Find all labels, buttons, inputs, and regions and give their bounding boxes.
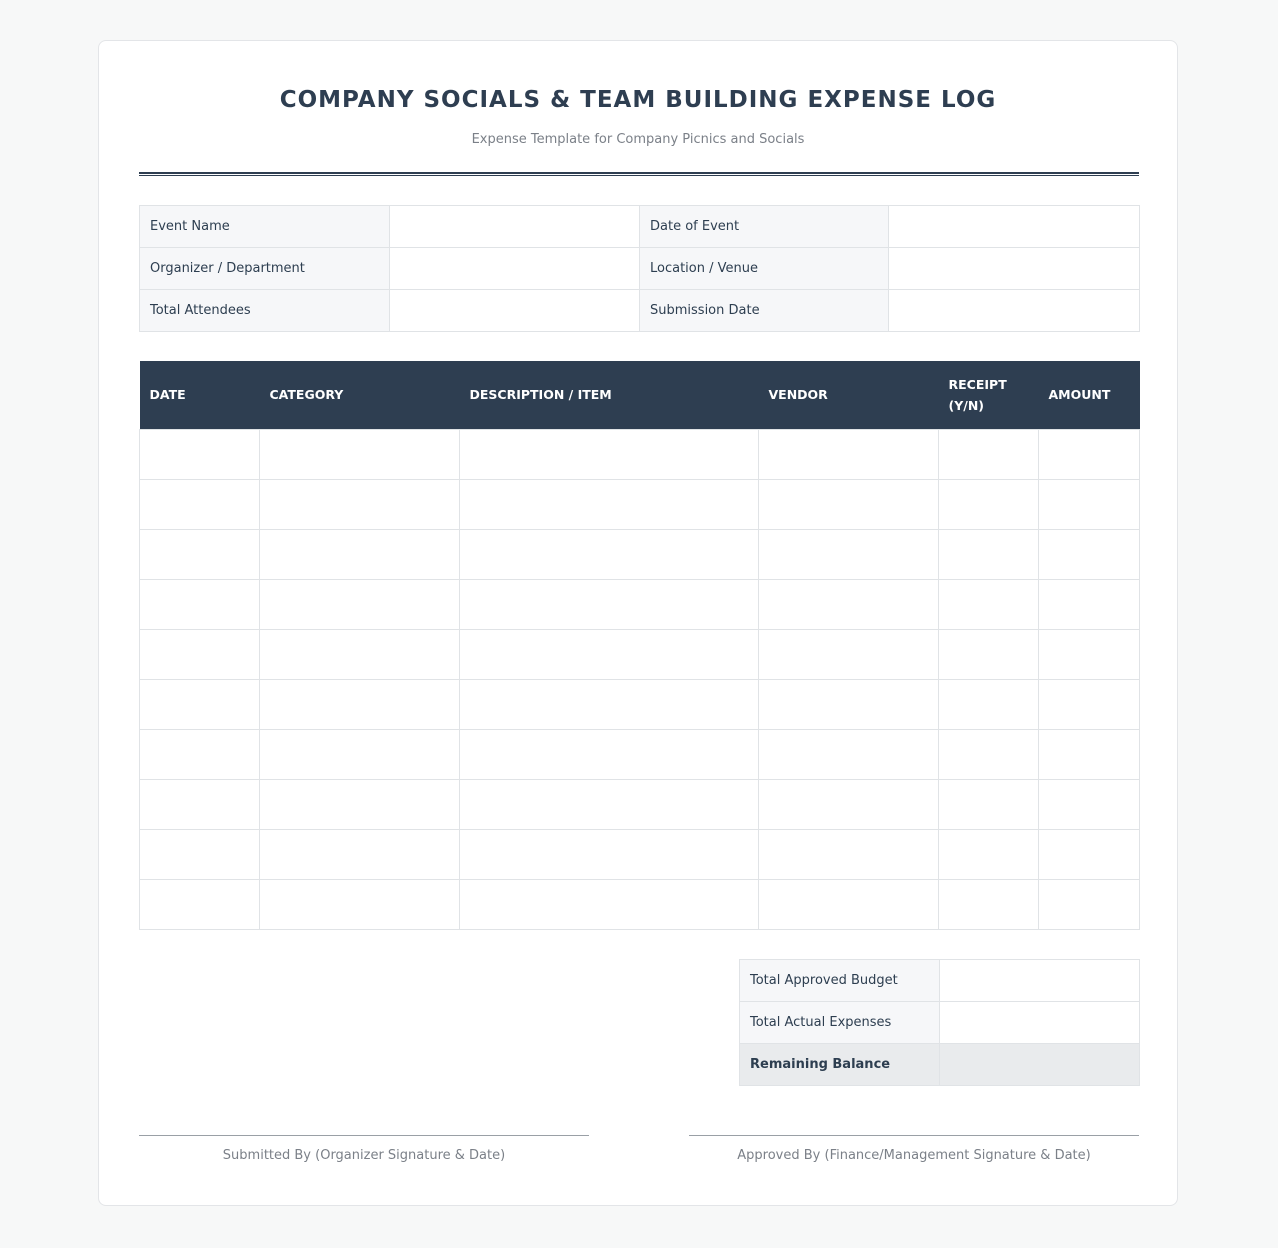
remaining-balance-label: Remaining Balance (740, 1044, 940, 1086)
category-cell[interactable] (260, 779, 460, 829)
total-actual-expenses-label: Total Actual Expenses (740, 1002, 940, 1044)
column-header-category: CATEGORY (260, 361, 460, 429)
receipt-cell[interactable] (939, 479, 1039, 529)
event-info-table (139, 205, 1140, 332)
amount-cell[interactable] (1039, 629, 1140, 679)
vendor-cell[interactable] (759, 679, 939, 729)
submitted-by-signature-line[interactable]: Submitted By (Organizer Signature & Date) (139, 1135, 589, 1163)
date-cell[interactable] (140, 429, 260, 479)
vendor-cell[interactable] (759, 579, 939, 629)
date-cell[interactable] (140, 529, 260, 579)
table-row (140, 529, 1140, 579)
category-cell[interactable] (260, 879, 460, 929)
column-header-description: DESCRIPTION / ITEM (460, 361, 759, 429)
summary-row (740, 1044, 1140, 1086)
receipt-cell[interactable] (939, 729, 1039, 779)
amount-cell[interactable] (1039, 779, 1140, 829)
column-header-vendor: VENDOR (759, 361, 939, 429)
vendor-cell[interactable] (759, 879, 939, 929)
receipt-cell[interactable] (939, 879, 1039, 929)
receipt-cell[interactable] (939, 429, 1039, 479)
event-name-label: Event Name (140, 206, 390, 248)
receipt-cell[interactable] (939, 679, 1039, 729)
column-header-date: DATE (140, 361, 260, 429)
submission-date-label: Submission Date (640, 290, 889, 332)
date-cell[interactable] (140, 829, 260, 879)
amount-cell[interactable] (1039, 529, 1140, 579)
column-header-receipt: RECEIPT (Y/N) (939, 361, 1039, 429)
document-title: COMPANY SOCIALS & TEAM BUILDING EXPENSE LOG (279, 87, 997, 113)
event-name-field[interactable] (390, 206, 640, 248)
summary-row (740, 960, 1140, 1002)
location-venue-label: Location / Venue (640, 248, 889, 290)
date-cell[interactable] (140, 579, 260, 629)
vendor-cell[interactable] (759, 429, 939, 479)
organizer-department-label: Organizer / Department (140, 248, 390, 290)
table-row (140, 429, 1140, 479)
category-cell[interactable] (260, 529, 460, 579)
description-cell[interactable] (460, 779, 759, 829)
vendor-cell[interactable] (759, 629, 939, 679)
expense-table (139, 361, 1140, 930)
amount-cell[interactable] (1039, 579, 1140, 629)
description-cell[interactable] (460, 829, 759, 879)
expense-table-header-row (140, 361, 1140, 429)
category-cell[interactable] (260, 479, 460, 529)
amount-cell[interactable] (1039, 479, 1140, 529)
description-cell[interactable] (460, 879, 759, 929)
receipt-cell[interactable] (939, 629, 1039, 679)
total-actual-expenses-field[interactable] (940, 1002, 1140, 1044)
description-cell[interactable] (460, 529, 759, 579)
vendor-cell[interactable] (759, 779, 939, 829)
event-info-row (140, 206, 1140, 248)
table-row (140, 829, 1140, 879)
event-info-row (140, 248, 1140, 290)
category-cell[interactable] (260, 429, 460, 479)
description-cell[interactable] (460, 479, 759, 529)
description-cell[interactable] (460, 729, 759, 779)
category-cell[interactable] (260, 679, 460, 729)
date-cell[interactable] (140, 479, 260, 529)
expense-log-sheet (98, 40, 1178, 1206)
table-row (140, 779, 1140, 829)
category-cell[interactable] (260, 629, 460, 679)
receipt-cell[interactable] (939, 529, 1039, 579)
amount-cell[interactable] (1039, 829, 1140, 879)
date-cell[interactable] (140, 629, 260, 679)
date-cell[interactable] (140, 879, 260, 929)
category-cell[interactable] (260, 729, 460, 779)
date-of-event-label: Date of Event (640, 206, 889, 248)
date-of-event-field[interactable] (889, 206, 1140, 248)
summary-table (739, 959, 1140, 1086)
amount-cell[interactable] (1039, 429, 1140, 479)
vendor-cell[interactable] (759, 829, 939, 879)
location-venue-field[interactable] (889, 248, 1140, 290)
category-cell[interactable] (260, 579, 460, 629)
document-subtitle: Expense Template for Company Picnics and Socials (471, 132, 805, 147)
receipt-cell[interactable] (939, 579, 1039, 629)
receipt-cell[interactable] (939, 779, 1039, 829)
remaining-balance-field[interactable] (940, 1044, 1140, 1086)
table-row (140, 729, 1140, 779)
vendor-cell[interactable] (759, 479, 939, 529)
approved-by-signature-line[interactable]: Approved By (Finance/Management Signature & Date) (689, 1135, 1139, 1163)
total-attendees-label: Total Attendees (140, 290, 390, 332)
table-row (140, 879, 1140, 929)
description-cell[interactable] (460, 579, 759, 629)
category-cell[interactable] (260, 829, 460, 879)
organizer-department-field[interactable] (390, 248, 640, 290)
date-cell[interactable] (140, 679, 260, 729)
total-approved-budget-label: Total Approved Budget (740, 960, 940, 1002)
total-attendees-field[interactable] (390, 290, 640, 332)
summary-row (740, 1002, 1140, 1044)
description-cell[interactable] (460, 679, 759, 729)
table-row (140, 579, 1140, 629)
table-row (140, 479, 1140, 529)
expense-table-body (140, 429, 1140, 929)
amount-cell[interactable] (1039, 679, 1140, 729)
column-header-amount: AMOUNT (1039, 361, 1140, 429)
total-approved-budget-field[interactable] (940, 960, 1140, 1002)
vendor-cell[interactable] (759, 729, 939, 779)
submission-date-field[interactable] (889, 290, 1140, 332)
date-cell[interactable] (140, 779, 260, 829)
date-cell[interactable] (140, 729, 260, 779)
table-row (140, 679, 1140, 729)
title-divider (139, 172, 1139, 176)
table-row (140, 629, 1140, 679)
amount-cell[interactable] (1039, 729, 1140, 779)
description-cell[interactable] (460, 629, 759, 679)
receipt-cell[interactable] (939, 829, 1039, 879)
description-cell[interactable] (460, 429, 759, 479)
amount-cell[interactable] (1039, 879, 1140, 929)
event-info-row (140, 290, 1140, 332)
vendor-cell[interactable] (759, 529, 939, 579)
